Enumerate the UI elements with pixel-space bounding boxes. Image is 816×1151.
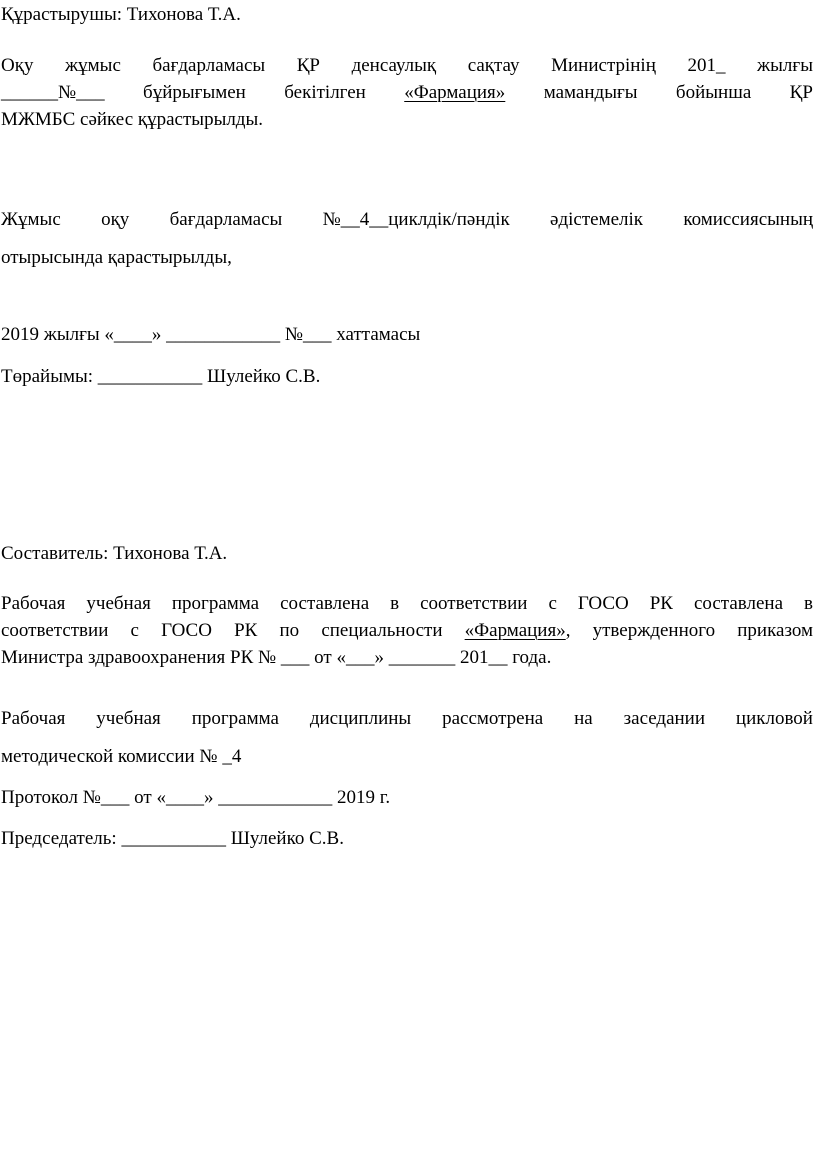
word: Оқу: [1, 55, 34, 76]
word: жылғы: [757, 55, 813, 76]
word: в: [803, 593, 813, 614]
kz-paragraph-approval: [1, 52, 813, 133]
word: рассмотрена: [442, 708, 544, 729]
word: бойынша: [675, 82, 752, 103]
word: на: [574, 708, 593, 729]
word: ГОСО: [577, 593, 629, 614]
word: бұйрығымен: [143, 82, 246, 103]
word: Министрінің: [551, 55, 656, 76]
word: ҚР: [789, 82, 813, 103]
commission-number-value: __4__: [340, 209, 389, 230]
word: Жұмыс: [1, 209, 61, 230]
word: комиссиясының: [683, 209, 813, 230]
ru-approval-line-3: Министра здравоохранения РК № ___ от «___» _______ 201__ года.: [1, 647, 552, 668]
ru-approval-line-1: [1, 590, 813, 617]
word: әдістемелік: [550, 209, 644, 230]
word: оқу: [101, 209, 130, 230]
word: жұмыс: [65, 55, 121, 76]
specialty-name: «Фармация»: [464, 620, 566, 641]
word: составлена: [693, 593, 783, 614]
word: 201_: [687, 55, 726, 76]
ru-protocol-line: Протокол №___ от «____» ____________ 2019 г.: [1, 787, 391, 808]
kz-approval-line-1: [1, 52, 813, 79]
ru-paragraph-commission: [1, 705, 813, 770]
kz-approval-line-3: МЖМБС сәйкес құрастырылды.: [1, 109, 263, 130]
kz-compiler-line: Құрастырушы: Тихонова Т.А.: [1, 4, 241, 25]
commission-number: [323, 206, 510, 244]
word: мамандығы: [543, 82, 638, 103]
word: Рабочая: [1, 708, 66, 729]
ru-chair-line: Председатель: ___________ Шулейко С.В.: [1, 828, 344, 849]
specialty-name: «Фармация»: [404, 82, 506, 103]
text-segment: методической комиссии №: [1, 746, 223, 767]
word: циклдік/пәндік: [388, 209, 510, 230]
kz-approval-line-2: [1, 79, 813, 106]
word: с: [548, 593, 557, 614]
word: учебная: [86, 593, 151, 614]
word: учебная: [96, 708, 161, 729]
word: программа: [191, 708, 279, 729]
ru-commission-line-1: [1, 705, 813, 743]
kz-paragraph-commission: [1, 206, 813, 271]
word: денсаулық: [351, 55, 437, 76]
word: в: [390, 593, 400, 614]
text-segment: соответствии с ГОСО РК по специальности: [1, 620, 443, 641]
word: дисциплины: [309, 708, 412, 729]
word: РК: [649, 593, 673, 614]
ru-commission-line-2: [1, 743, 813, 770]
ru-compiler-line: Составитель: Тихонова Т.А.: [1, 543, 228, 564]
order-number-blank: ______№___: [1, 82, 105, 103]
word: Рабочая: [1, 593, 66, 614]
word: программа: [171, 593, 260, 614]
word: бағдарламасы: [152, 55, 266, 76]
word: ҚР: [296, 55, 320, 76]
number-sign: №: [322, 209, 341, 230]
ru-approval-line-2: [1, 617, 813, 644]
commission-number-value: _4: [222, 746, 242, 767]
kz-chair-line: Төрайымы: ___________ Шулейко С.В.: [1, 366, 321, 387]
word: составлена: [280, 593, 370, 614]
kz-commission-line-1: [1, 206, 813, 244]
ru-paragraph-approval: [1, 590, 813, 671]
word: соответствии: [420, 593, 528, 614]
text-segment: , утвержденного приказом: [565, 620, 813, 641]
word: цикловой: [735, 708, 813, 729]
word: бекітілген: [284, 82, 366, 103]
word: бағдарламасы: [169, 209, 283, 230]
word: сақтау: [467, 55, 520, 76]
kz-commission-line-2: отырысында қарастырылды,: [1, 247, 232, 268]
word: заседании: [623, 708, 706, 729]
kz-protocol-line: 2019 жылғы «____» ____________ №___ хаттамасы: [1, 324, 421, 345]
